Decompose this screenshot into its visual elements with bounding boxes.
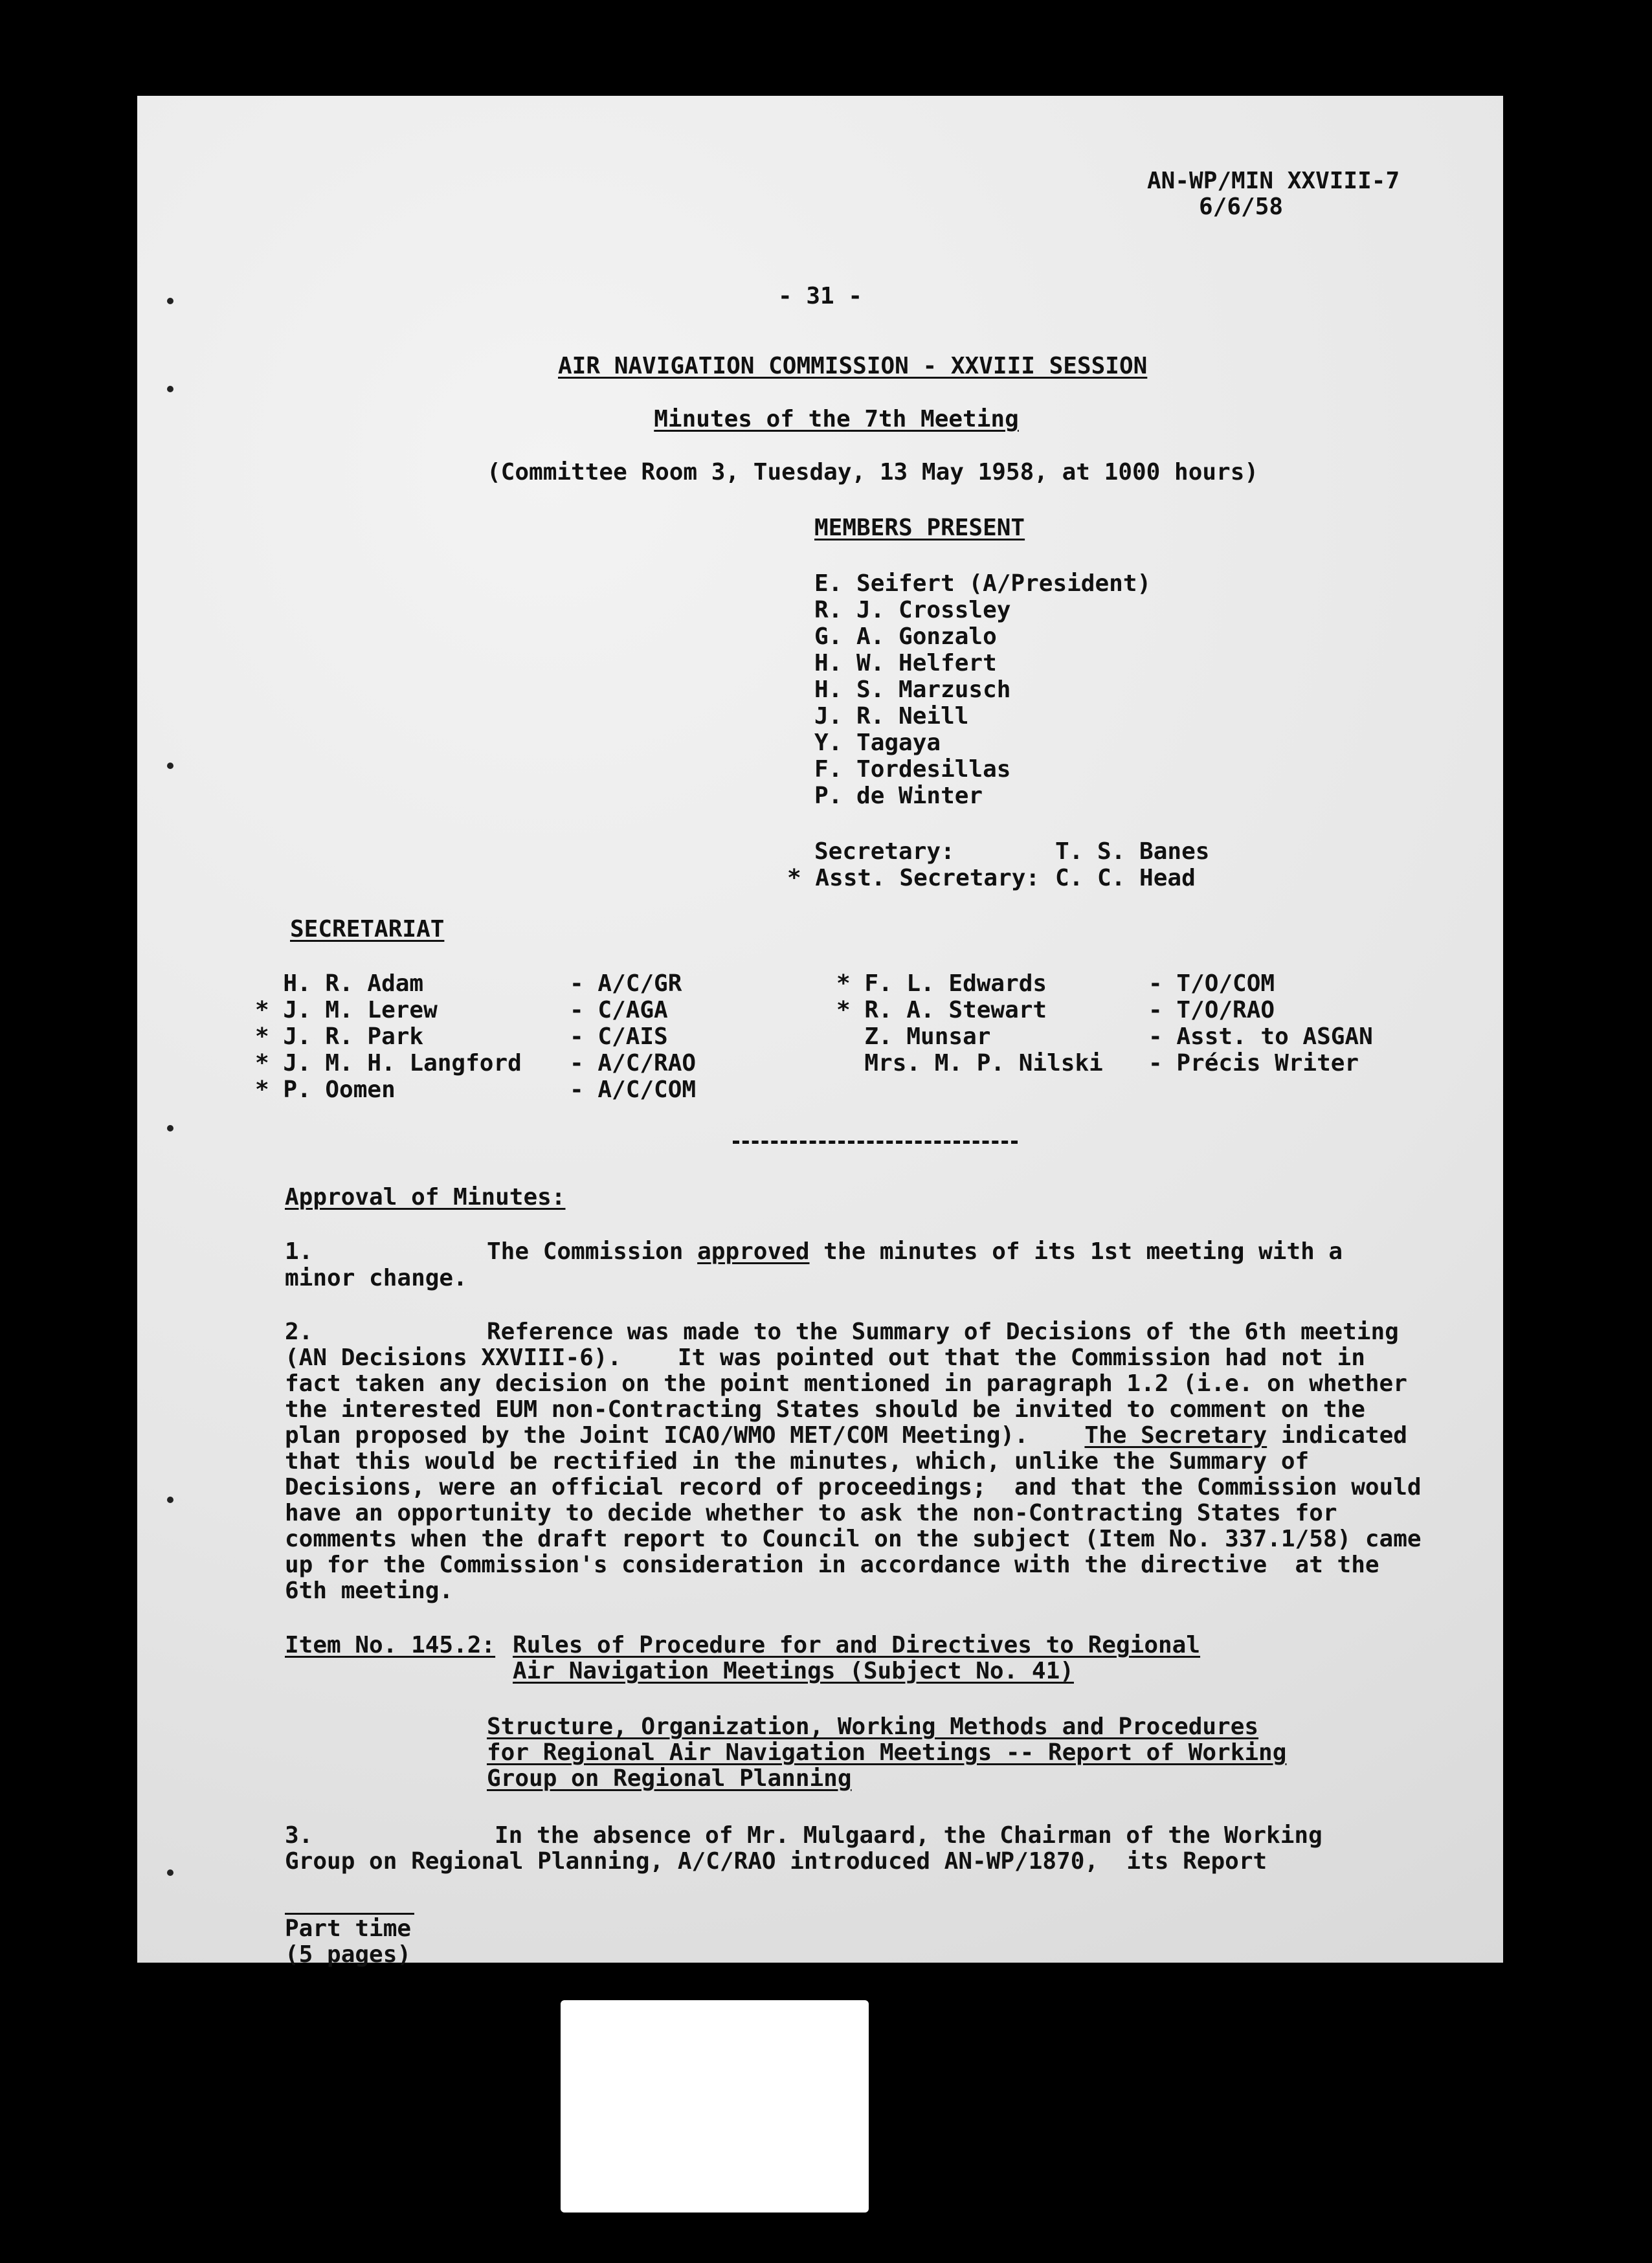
paragraph-text: plan proposed by the Joint ICAO/WMO MET/COM Meeting). [285,1422,1085,1449]
margin-mark [167,763,173,769]
member-name: Y. Tagaya [814,730,941,756]
margin-mark [167,1125,173,1132]
paragraph-2-line: the interested EUM non-Contracting States should be invited to comment on the [285,1396,1365,1423]
member-name: R. J. Crossley [814,597,1011,623]
paragraph-2-line: Decisions, were an official record of proceedings; and that the Commission would [285,1474,1422,1500]
secretariat-role: - A/C/COM [570,1076,697,1103]
paragraph-2-line: have an opportunity to decide whether to ask the non-Contracting States for [285,1500,1337,1526]
secretariat-name: * R. A. Stewart [836,997,1047,1023]
paragraph-number: 3. [285,1822,313,1849]
secretariat-heading: SECRETARIAT [290,916,445,942]
item-title-line: Air Navigation Meetings (Subject No. 41) [513,1658,1074,1684]
paragraph-2-line: (AN Decisions XXVIII-6). It was pointed out that the Commission had not in [285,1344,1365,1371]
paragraph-2-line: up for the Commission's consideration in accordance with the directive at the [285,1552,1379,1578]
margin-mark [167,1869,173,1876]
footer-rule [285,1913,414,1915]
section-divider [733,1141,1018,1144]
page-number: - 31 - [777,283,863,309]
secretariat-name: * J. R. Park [255,1023,424,1050]
member-name: J. R. Neill [814,703,969,730]
paragraph-number: 1. [285,1238,313,1265]
asst-secretary-label: * Asst. Secretary: [787,865,1040,891]
secretariat-name: * F. L. Edwards [836,970,1047,997]
margin-mark [167,298,173,304]
item-title-line: Rules of Procedure for and Directives to Regional [513,1632,1201,1658]
approval-heading: Approval of Minutes: [285,1184,566,1210]
member-name: H. S. Marzusch [814,676,1011,703]
secretariat-role: - T/O/RAO [1148,997,1275,1023]
paragraph-1-line [487,1239,1343,1265]
emphasis-secretary: The Secretary [1084,1422,1267,1449]
document-page [137,96,1503,1968]
secretary-name: T. S. Banes [1055,838,1210,865]
item-subtitle-line: Structure, Organization, Working Methods and Procedures [487,1713,1259,1740]
paragraph-2-line: fact taken any decision on the point mentioned in paragraph 1.2 (i.e. on whether [285,1370,1407,1397]
secretariat-name: * J. M. Lerew [255,997,438,1023]
member-name: G. A. Gonzalo [814,623,997,650]
paragraph-2-line [285,1423,1407,1449]
document-date: 6/6/58 [1199,194,1284,220]
paragraph-text: indicated [1267,1422,1407,1449]
paragraph-text: the minutes of its 1st meeting with a [809,1238,1343,1265]
secretariat-role: - Asst. to ASGAN [1148,1023,1373,1050]
member-name: H. W. Helfert [814,650,997,676]
secretariat-name: Z. Munsar [836,1023,991,1050]
minutes-title: Minutes of the 7th Meeting [654,406,1019,432]
asst-secretary-name: C. C. Head [1055,865,1196,891]
item-subtitle-line: Group on Regional Planning [487,1765,852,1792]
meeting-location: (Committee Room 3, Tuesday, 13 May 1958, at 1000 hours) [487,459,1259,485]
commission-title: AIR NAVIGATION COMMISSION - XXVIII SESSION [558,353,1148,379]
paragraph-1-line: minor change. [285,1265,467,1291]
secretariat-name: Mrs. M. P. Nilski [836,1050,1103,1076]
item-label: Item No. 145.2: [285,1632,496,1658]
paragraph-3-line: In the absence of Mr. Mulgaard, the Chairman of the Working [495,1822,1323,1849]
secretariat-role: - C/AIS [570,1023,668,1050]
paragraph-text: The Commission [487,1238,698,1265]
secretariat-role: - C/AGA [570,997,668,1023]
secretariat-name: * P. Oomen [255,1076,396,1103]
member-name: F. Tordesillas [814,756,1011,783]
paragraph-2-line: comments when the draft report to Council on the subject (Item No. 337.1/58) came [285,1526,1422,1552]
footer-note: Part time [285,1915,412,1942]
emphasis-approved: approved [697,1238,810,1265]
paragraph-number: 2. [285,1319,313,1345]
member-name: P. de Winter [814,783,983,809]
paragraph-2-line: 6th meeting. [285,1577,454,1604]
members-heading: MEMBERS PRESENT [814,515,1025,541]
paragraph-2-line: Reference was made to the Summary of Decisions of the 6th meeting [487,1319,1399,1345]
secretariat-role: - Précis Writer [1148,1050,1359,1076]
secretariat-role: - A/C/RAO [570,1050,697,1076]
paragraph-3-line: Group on Regional Planning, A/C/RAO introduced AN-WP/1870, its Report [285,1848,1267,1875]
document-reference: AN-WP/MIN XXVIII-7 [1147,168,1400,194]
margin-mark [167,386,173,392]
secretariat-role: - T/O/COM [1148,970,1275,997]
secretariat-name: * J. M. H. Langford [255,1050,522,1076]
footer-pages: (5 pages) [285,1941,412,1968]
secretariat-role: - A/C/GR [570,970,682,997]
secretary-label: Secretary: [814,838,955,865]
item-subtitle-line: for Regional Air Navigation Meetings -- Report of Working [487,1739,1287,1766]
secretariat-name: H. R. Adam [255,970,424,997]
paragraph-2-line: that this would be rectified in the minutes, which, unlike the Summary of [285,1448,1310,1475]
member-name: E. Seifert (A/President) [814,570,1152,597]
scan-blank-card [561,2000,869,2213]
margin-mark [167,1497,173,1503]
